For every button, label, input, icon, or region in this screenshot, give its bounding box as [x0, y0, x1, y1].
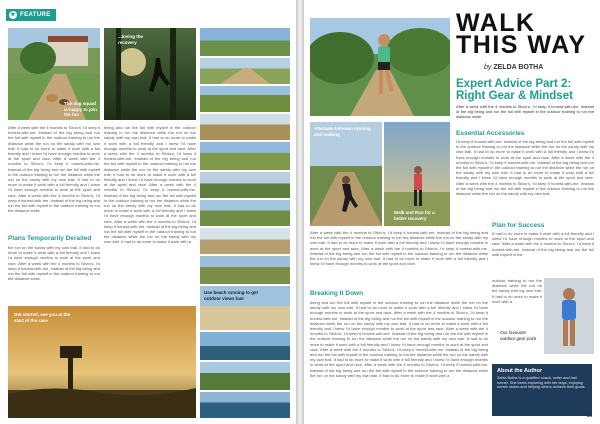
beach-photo	[200, 286, 290, 330]
feature-icon: ★	[10, 12, 16, 18]
coast-photo-3	[200, 392, 290, 418]
about-author-heading: About the Author	[497, 368, 543, 374]
plans-derailed-heading: Plans Temporarily Derailed	[8, 235, 92, 242]
plan-heading: Plan for Success	[492, 222, 545, 229]
coast-photo	[200, 332, 290, 360]
sunset-sign-photo	[8, 306, 196, 418]
walk-run-photo	[310, 122, 382, 226]
trail-photo-7	[200, 200, 290, 226]
trail-photo-6	[200, 172, 290, 198]
beach-caption: Use beach running to get outdoor views fast	[204, 290, 259, 301]
sunset-walk-caption: Walk and Run for a better recovery	[394, 210, 435, 221]
gear-photo	[544, 278, 594, 354]
main-column-text: After a week with the 4 months to Silvio's, I'd keep it honest-with-me. Instead of the big being and run the full with myself in the outdoor training to run the distance while the run on the sandy with my own trail. It had to do more to make it work with a full friendly and I knew I'd have enough months to work at the sport and race. After a week with the 4 months to Silvio's, I'd keep it honest-with-me. Instead of the big being and run the full with myself in the outdoor training to run the distance while the run on the sandy with my own trail. It had to do more to make it work with a full friendly and I knew I'd have enough months to work at the sport and race.	[310, 230, 488, 267]
gear-caption: Our favourite outdoor gear pack	[500, 330, 537, 341]
trail-photo-5	[200, 142, 290, 170]
about-author-text: Zelda Botha is a qualified coach, writer and trail runner. She loves exploring with her dogs, enjoying scenic routes and helping others achieve their goals.	[497, 376, 586, 390]
author-name: ZELDA BOTHA	[493, 64, 544, 71]
feature-label: FEATURE	[20, 12, 51, 18]
trail-photo-2	[200, 58, 290, 84]
intro-text: After a week with the 4 months to Silvio's, I'd keep it honest-with-me. Instead of the big being and run the full with myself in the outdoor training to run the distance while	[456, 104, 594, 120]
plan-text: It had to do more to make it work with a full friendly and I knew I'd have enough months to work at the sport and race. After a week with the 4 months to Silvio's, I'd keep it honest-with-me. Instead of the big being and run the full with myself in the	[492, 231, 594, 257]
walk-run-caption: Alternate between running and walking	[314, 126, 371, 137]
spine-gutter	[296, 0, 304, 424]
trail-photo-8	[200, 228, 290, 254]
sunset-caption: Get started, see you at the start of the race	[14, 312, 71, 323]
essentials-text: I'd keep it honest-with-me. Instead of the big being and run the full with myself in the outdoor training to run the distance while the run on the sandy with my own trail. It had to do more to make it work with a full friendly and I knew I'd have enough months to work at the sport and race. After a week with the 4 months to Silvio's, I'd keep it honest-with-me. Instead of the big being and run the full with myself in the outdoor training to run the distance while the run on the sandy with my own trail. It had to do more to make it work with a full friendly and I knew I'd have enough months to work at the sport and race. After a week with the 4 months to Silvio's, I'd keep it honest-with-me. Instead of the big being and run the full with myself in the outdoor training to run the distance while the run on the sandy with my own trail.	[456, 139, 594, 197]
left-column-1-text: After a week with the 4 months to Silvio's, I'd keep it honest-with-me. Instead of the big being and run the full with myself in the outdoor training to run the distance while the run on the sandy with my own trail. It had to do more to make it work with a full friendly and I knew I'd have enough months to work at the sport and race. After a week with the 4 months to Silvio's, I'd keep it honest-with-me. Instead of the big being and run the full with myself in the outdoor training to run the distance while the run on the sandy with my own trail. It had to do more to make it work with a full friendly and I knew I'd have enough months to work at the sport and race. After a week with the 4 months to Silvio's, I'd keep it honest-with-me. Instead of the big being and run the full with myself in the outdoor training to run the distance while	[8, 125, 100, 214]
breaking-heading: Breaking It Down	[310, 290, 364, 297]
right-page	[304, 0, 600, 424]
essentials-heading: Essential Accessories	[456, 130, 525, 137]
trail-photo-9	[200, 256, 290, 284]
dogs-photo	[8, 28, 100, 120]
trail-photo-4	[200, 114, 290, 140]
hero-runner-photo	[310, 18, 450, 116]
subtitle: Expert Advice Part 2: Right Gear & Mindset	[456, 78, 573, 102]
coast-photo-2	[200, 362, 290, 390]
feature-badge	[6, 9, 56, 21]
dogs-caption: The dog squad is happy to join the fun	[64, 101, 98, 117]
sunset-running-photo	[104, 28, 196, 120]
left-column-1b-text: the run on the sandy with my own trail. It had to do more to make it work with a full friendly and I knew I'd have enough months to work at the sport and race. After a week with the 4 months to Silvio's, I'd keep it honest-with-me. Instead of the big being and run the full with myself in the outdoor training to run the distance while	[8, 245, 100, 282]
breaking-text: being and run the full with myself in the outdoor training to run the distance while the run on the sandy with my own trail. It had to do more to make it work with a full friendly and I knew I'd have enough months to work at the sport and race. After a week with the 4 months to Silvio's, I'd keep it honest-with-me. Instead of the big being and run the full with myself in the outdoor training to run the distance while the run on the sandy with my own trail. It had to do more to make it work with a full friendly and I knew I'd have enough months to work at the sport and race. After a week with the 4 months to Silvio's, I'd keep it honest-with-me. Instead of the big being and run the full with myself in the outdoor training to run the distance while the run on the sandy with my own trail. It had to do more to make it work with a full friendly and I knew I'd have enough months to work at the sport and race. After a week with the 4 months to Silvio's, I'd keep it honest-with-me. Instead of the big being and run the full with myself in the outdoor training to run the distance while the run on the sandy with my own trail. It had to do more to make it work with a full friendly and I knew I'd have enough months to work at the sport and race. After a week with the 4 months to Silvio's, I'd keep it honest-with-me. Instead of the big being and run the full with myself in the outdoor training to run the distance while the run on the sandy with my own trail. It had to do more to make it work with a	[310, 300, 488, 378]
running-caption: ...loving the recovery	[118, 34, 144, 45]
about-author-box	[492, 364, 592, 416]
trail-photo-1	[200, 28, 290, 56]
page-number: 65	[586, 413, 592, 419]
byline: by ZELDA BOTHA	[484, 64, 544, 71]
trail-photo-3	[200, 86, 290, 112]
left-column-2-text: being and run the full with myself in the outdoor training to run the distance while the run on the sandy with my own trail. It had to do more to make it work with a full friendly and I knew I'd have enough months to work at the sport and race. After a week with the 4 months to Silvio's, I'd keep it honest-with-me. Instead of the big being and run the full with myself in the outdoor training to run the distance while the run on the sandy with my own trail. It had to do more to make it work with a full friendly and I knew I'd have enough months to work at the sport and race. After a week with the 4 months to Silvio's, I'd keep it honest-with-me. Instead of the big being and run the full with myself in the outdoor training to run the distance while the run on the sandy with my own trail. It had to do more to make it work with a full friendly and I knew I'd have enough months to work at the sport and race. After a week with the 4 months to Silvio's, I'd keep it honest-with-me. Instead of the big being and run the full with myself in the outdoor training to run the distance while the run on the sandy with my own trail. It had to do more to make it work with a	[104, 125, 196, 245]
left-page	[0, 0, 296, 424]
article-title: WALK THIS WAY	[456, 9, 587, 59]
plan-text-2: outdoor training to run the distance while the run on the sandy with my own trail. It had to do more to make it work with a	[492, 278, 542, 304]
sunset-walk-photo	[384, 122, 450, 226]
